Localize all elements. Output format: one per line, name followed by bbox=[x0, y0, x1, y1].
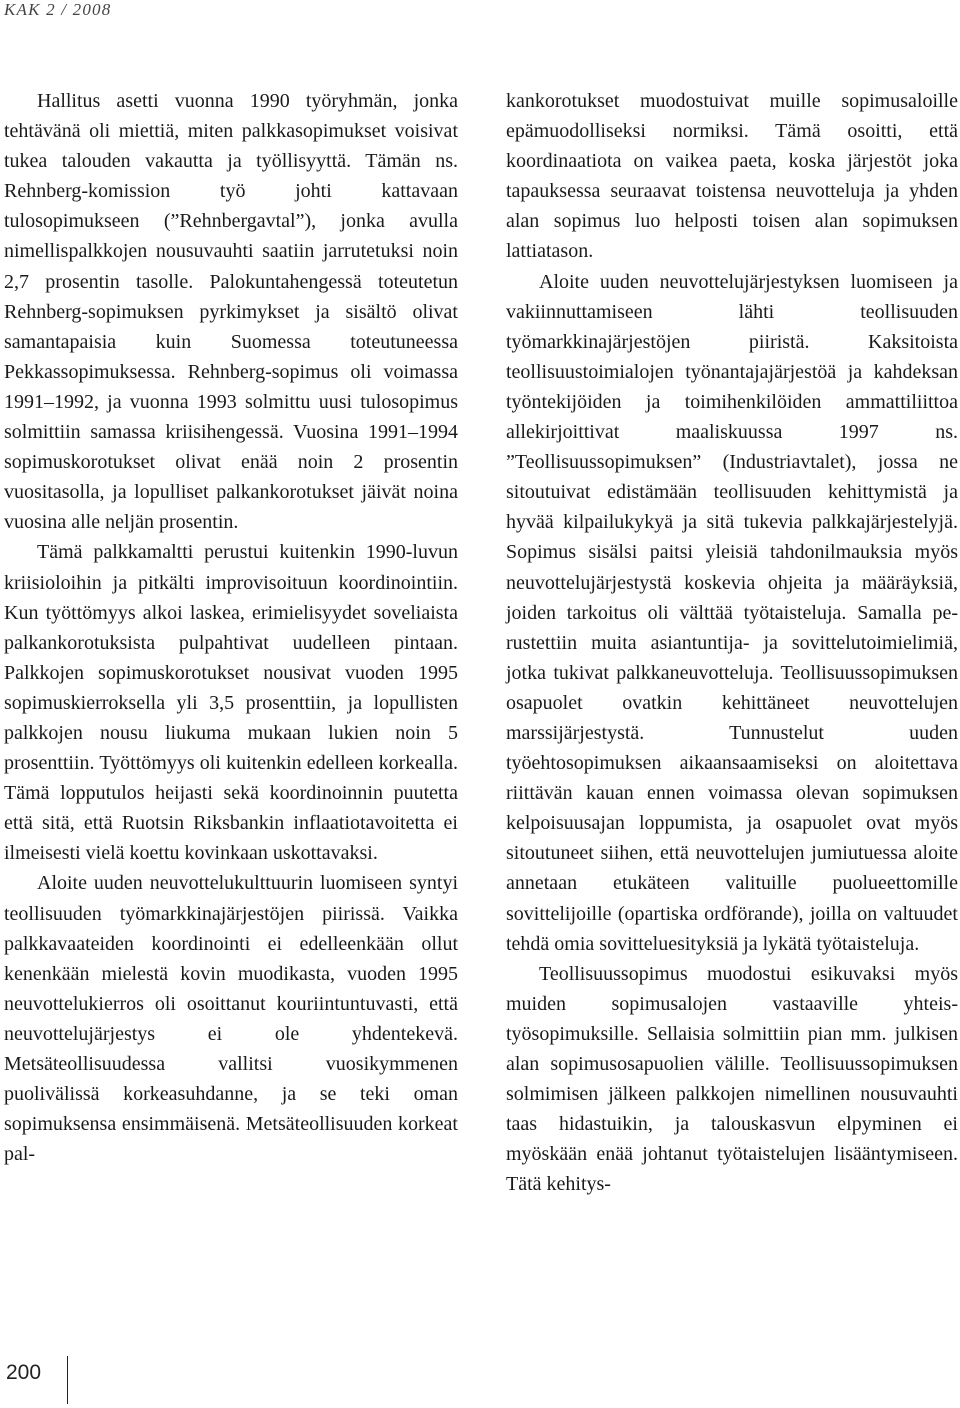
footer-divider bbox=[67, 1356, 68, 1404]
right-column bbox=[506, 86, 958, 1199]
left-column bbox=[4, 86, 458, 1169]
right-paragraph-3: Teollisuussopimus muodostui esikuvaksi myös muiden sopimusalojen vastaaville yhteistyösopimuksille. Sellaisia solmittiin pian mm. julkisen alan sopimusosapuolien välille. Teollisuussopimuksen solmimisen jälkeen palkkojen nimellinen nousuvauhti taas hidastuikin, ja talouskasvun elpyminen ei myöskään enää johtanut työtaistelujen lisääntymiseen. Tätä kehitys- bbox=[506, 962, 958, 1196]
running-head: KAK 2 / 2008 bbox=[4, 0, 112, 19]
right-paragraph-2: Aloite uuden neuvottelujärjestyksen luomiseen ja vakiinnuttamiseen lähti teollisuuden työmarkkinajärjestöjen piiristä. Kaksitoista teollisuustoimialojen työnantajajärjestöä ja kahdeksan työntekijöiden ja toimihenkilöiden ammattiliittoa allekirjoittivat maaliskuussa 1997 ns. ”Teollisuussopimuksen” (Industriavtalet), jossa ne sitoutuivat edistämään teollisuuden kehittymistä ja hyvää kilpailukykyä ja sitä tukevia palkkajärjestelyjä. Sopimus sisälsi paitsi yleisiä tahdonilmauksia myös neuvottelujärjestystä koskevia ohjeita ja määräyksiä, joiden tarkoitus oli välttää työtaisteluja. Samalla perustettiin muita asiantuntija- ja sovittelutoimielimiä, jotka tukivat palkkaneuvotteluja. Teollisuussopimuksen osapuolet ovatkin kehittäneet neuvottelujen marssijärjestystä. Tunnustelut uuden työehtosopimuksen aikaansaamiseksi on aloitettava riittävän kauan ennen voimassa olevan sopimuksen kelpoisuusajan loppumista, ja osapuolet ovat myös sitoutuneet siihen, että neuvottelujen jumiutuessa aloite annetaan etukäteen valituille puolueettomille sovittelijoille (opartiska ordförande), joilla on valtuudet tehdä omia sovitteluesityksiä ja lykätä työtaisteluja. bbox=[506, 270, 958, 955]
left-paragraph-3: Aloite uuden neuvottelukulttuurin luomiseen syntyi teollisuuden työmarkkinajärjestöjen piirissä. Vaikka palkkavaateiden koordinointi ei edelleenkään ollut kenenkään mielestä kovin muodikasta, vuoden 1995 neuvottelukierros oli osoittanut kouriintuntuvasti, että neuvottelujärjestys ei ole yhdentekevä. Metsäteollisuudessa vallitsi vuosikymmenen puolivälissä korkeasuhdanne, ja se teki oman sopimuksensa ensimmäisenä. Metsäteollisuuden korkeat pal- bbox=[4, 872, 458, 1166]
page-number: 200 bbox=[6, 1361, 42, 1384]
right-paragraph-1: kankorotukset muodostuivat muille sopimusaloille epämuodolliseksi normiksi. Tämä osoitti, että koordinaatiota on vaikea paeta, koska järjestöt joka tapauksessa seuraavat toistensa neuvotteluja ja yhden alan sopimus luo helposti toisen alan sopimuksen lattiatason. bbox=[506, 90, 958, 263]
left-paragraph-1: Hallitus asetti vuonna 1990 työryhmän, jonka tehtävänä oli miettiä, miten palkkasopimukset voisivat tukea talouden vakautta ja työllisyyttä. Tämän ns. Rehnberg-komission työ johti kattavaan tulosopimukseen (”Rehnbergavtal”), jonka avulla nimellispalkkojen nousuvauhti saatiin jarrutetuksi noin 2,7 prosentin tasolle. Palokuntahengessä toteutetun Rehnberg-sopimuksen pyrkimykset ja sisältö olivat samantapaisia kuin Suomessa toteutuneessa Pekkassopimuksessa. Rehnberg-sopimus oli voimassa 1991–1992, ja vuonna 1993 solmittu uusi tulosopimus solmittiin samassa kriisihengessä. Vuosina 1991–1994 sopimuskorotukset olivat enää noin 2 prosentin vuositasolla, ja lopulliset palkankorotukset jäivät noina vuosina alle neljän prosentin. bbox=[4, 90, 458, 534]
left-paragraph-2: Tämä palkkamaltti perustui kuitenkin 1990-luvun kriisioloihin ja pitkälti improvisoituun koordinointiin. Kun työttömyys alkoi laskea, erimielisyydet soveliaista palkankorotuksista pulpahtivat uudelleen pintaan. Palkkojen sopimuskorotukset nousivat vuoden 1995 sopimuskierroksella yli 3,5 prosenttiin, ja lopullisten palkkojen nousu liukuma mukaan lukien noin 5 prosenttiin. Työttömyys oli kuitenkin edelleen korkealla. Tämä lopputulos heijasti sekä koordinoinnin puutetta että sitä, että Ruotsin Riksbankin inflaatiotavoitetta ei ilmeisesti vielä koettu kovinkaan uskottavaksi. bbox=[4, 541, 458, 865]
